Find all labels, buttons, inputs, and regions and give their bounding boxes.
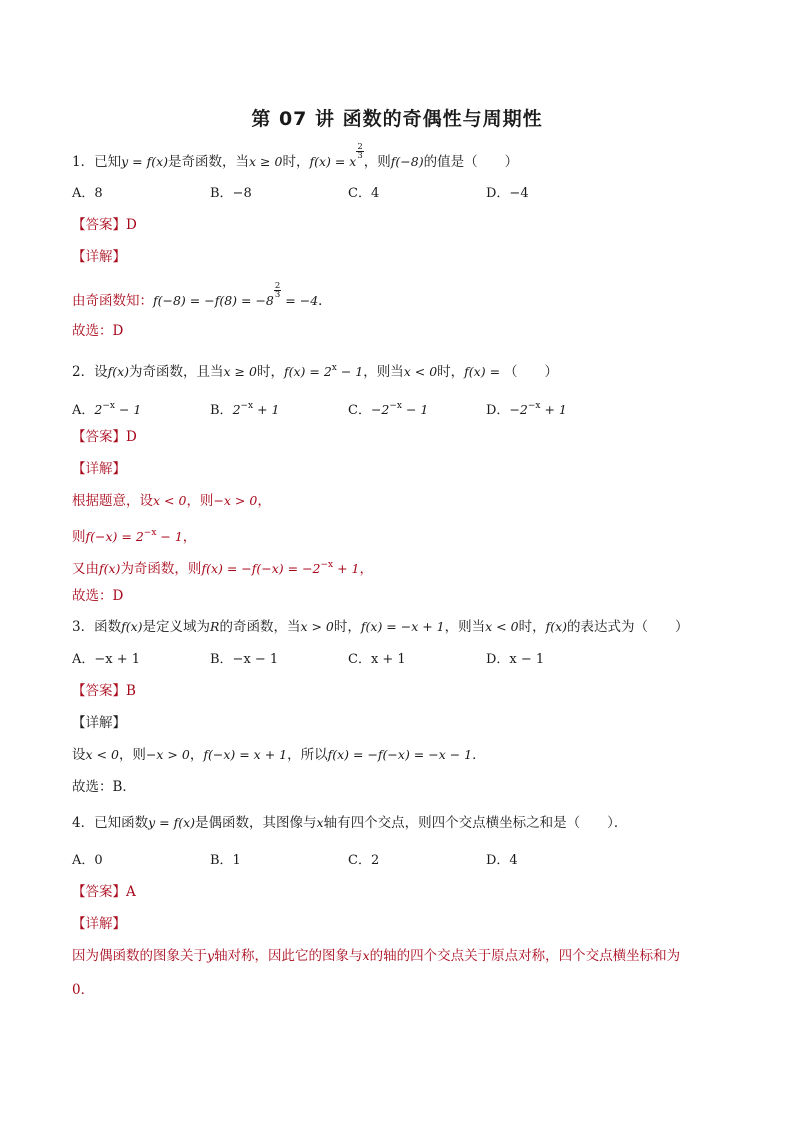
math-expression: y = f(x) [121, 154, 169, 169]
math-superscript: x [331, 363, 337, 373]
solution-text: ，则 [118, 747, 146, 763]
option-b: B．−x − 1 [210, 652, 279, 667]
math-base: f(x) = −f(−x) = −2 [201, 561, 321, 576]
math-superscript: −x [143, 528, 157, 538]
math-base: −2 [370, 402, 390, 417]
math-expression [371, 402, 428, 417]
solution-line [72, 745, 486, 765]
detail-label: 【详解】 [72, 461, 126, 477]
solution-line [72, 555, 373, 579]
option-c: C．4 [348, 186, 380, 201]
choice-line: 故选：B． [72, 779, 136, 795]
question-3 [72, 617, 689, 637]
math-base: f(x) = x [309, 154, 357, 169]
solution-text: 根据题意，设 [72, 493, 153, 509]
math-expression [153, 281, 319, 308]
question-text: 轴有四个交点，则四个交点横坐标之和是（ ）． [323, 815, 628, 831]
question-text: ，则 [363, 154, 391, 170]
solution-text: ， [257, 493, 271, 509]
question-text: 设 [94, 364, 108, 380]
math-expression [233, 402, 280, 417]
math-expression: x < 0 [85, 747, 119, 762]
math-tail: − 1 [402, 402, 429, 417]
math-superscript: −x [320, 560, 334, 570]
math-tail: − 1 [156, 529, 183, 544]
math-expression [94, 402, 141, 417]
math-tail: + 1 [253, 402, 280, 417]
math-expression: f(x) = −x + 1 [360, 619, 445, 634]
solution-text: ， [359, 561, 374, 577]
fraction-numerator: 2 [357, 142, 363, 152]
question-text: 的表达式为（ ） [567, 619, 689, 635]
answer-label: 【答案】B [72, 683, 136, 699]
choice-line: 故选：D [72, 588, 124, 604]
option-a [72, 396, 141, 421]
math-expression: −x > 0 [213, 493, 258, 508]
solution-text: ． [318, 293, 332, 309]
math-base: 2 [94, 402, 103, 417]
question-text: 时， [437, 364, 465, 380]
math-expression: f(x) [107, 364, 130, 379]
solution-line: 0． [72, 982, 95, 998]
math-superscript: −x [527, 401, 541, 411]
question-text: 已知 [94, 154, 122, 170]
option-a: A．8 [72, 186, 103, 201]
question-text: 为奇函数，且当 [129, 364, 224, 380]
option-c: C．2 [348, 853, 380, 868]
math-superscript: −x [102, 401, 115, 411]
detail-label: 【详解】 [72, 916, 126, 932]
page-title: 第 07 讲 函数的奇偶性与周期性 [251, 108, 543, 130]
math-base: −2 [509, 402, 528, 417]
math-tail: + 1 [540, 402, 567, 417]
solution-text: 则 [72, 529, 86, 545]
math-expression: x [362, 948, 370, 963]
math-superscript: −x [389, 401, 403, 411]
math-expression: f(−x) = x + 1 [203, 747, 288, 762]
solution-text: ， [182, 529, 197, 545]
option-a: A．−x + 1 [72, 652, 141, 667]
math-expression: y = f(x) [148, 815, 196, 830]
option-label: D． [486, 403, 510, 418]
question-number: 4． [72, 815, 95, 831]
detail-label: 【详解】 [72, 249, 126, 265]
detail-label: 【详解】 [72, 715, 126, 731]
option-b: B．1 [210, 853, 241, 868]
question-number: 3． [72, 619, 95, 635]
question-text: 时， [518, 619, 546, 635]
question-number: 1． [72, 154, 95, 170]
question-text: 已知函数 [94, 815, 149, 831]
question-2 [72, 358, 558, 382]
question-number: 2． [72, 364, 95, 380]
option-c: C．x + 1 [348, 652, 406, 667]
question-text: 是奇函数，当 [168, 154, 250, 170]
fraction-exponent [356, 143, 363, 160]
solution-line [72, 491, 271, 511]
question-text: （ ） [504, 364, 559, 380]
solution-text: 又由 [72, 561, 99, 577]
solution-text: 的轴的四个交点关于原点对称，四个交点横坐标和为 [369, 948, 681, 964]
math-expression: x ≥ 0 [223, 364, 257, 379]
choice-line: 故选：D [72, 323, 124, 339]
question-text: ，则当 [444, 619, 486, 635]
option-d [486, 396, 567, 421]
math-expression: f(x) [99, 561, 121, 576]
question-text: 时， [256, 364, 284, 380]
math-expression: f(x) [545, 619, 568, 634]
fraction-numerator: 2 [274, 281, 281, 291]
question-text: 时， [333, 619, 361, 635]
question-text: 时， [282, 154, 310, 170]
option-d: D．4 [486, 853, 518, 868]
math-expression [509, 402, 566, 417]
math-expression [284, 364, 363, 379]
math-expression [86, 529, 183, 544]
math-expression [309, 142, 363, 169]
math-expression: y [207, 948, 215, 963]
fraction-denominator: 3 [357, 151, 363, 161]
question-4 [72, 813, 627, 833]
answer-label: 【答案】D [72, 429, 137, 445]
solution-line [72, 946, 680, 966]
question-text: 函数 [94, 619, 122, 635]
question-text: 是定义域为 [142, 619, 211, 635]
solution-text: ，则 [186, 493, 214, 509]
math-expression: x < 0 [403, 364, 438, 379]
math-expression: x < 0 [153, 493, 187, 508]
fraction-denominator: 3 [274, 290, 281, 300]
math-expression: f(x) [121, 619, 143, 634]
math-expression: R [210, 619, 220, 634]
solution-text: 由奇函数知： [72, 293, 153, 309]
solution-line [72, 282, 332, 311]
question-1 [72, 143, 518, 172]
math-expression: f(x) = [464, 364, 505, 379]
solution-text: ， [189, 747, 204, 763]
option-a: A．0 [72, 853, 103, 868]
question-text: 的值是（ ） [423, 154, 519, 170]
math-expression: f(−8) [390, 154, 424, 169]
math-tail: + 1 [333, 561, 360, 576]
option-c [348, 396, 428, 421]
solution-text: ，所以 [287, 747, 328, 763]
option-d: D．x − 1 [486, 652, 545, 667]
answer-label: 【答案】D [72, 217, 137, 233]
question-text: 是偶函数，其图像与 [195, 815, 317, 831]
math-base: f(−8) = −f(8) = −8 [153, 293, 274, 308]
option-label: B． [210, 403, 233, 418]
math-superscript: −x [240, 401, 254, 411]
math-expression: f(x) = −f(−x) = −x − 1 [327, 747, 473, 762]
solution-line [72, 523, 196, 547]
math-tail: − 1 [114, 402, 142, 417]
solution-text: 为奇函数，则 [120, 561, 202, 577]
solution-text: ． [472, 747, 486, 763]
math-base: f(x) = 2 [283, 364, 332, 379]
math-expression: x > 0 [300, 619, 334, 634]
option-label: C． [348, 403, 371, 418]
option-d: D．−4 [486, 186, 529, 201]
math-base: f(−x) = 2 [85, 529, 144, 544]
answer-label: 【答案】A [72, 884, 136, 900]
option-b [210, 396, 280, 421]
math-base: 2 [232, 402, 241, 417]
question-text: ，则当 [363, 364, 404, 380]
math-expression [201, 561, 359, 576]
solution-text: 设 [72, 747, 86, 763]
math-tail: = −4 [281, 293, 319, 308]
solution-text: 轴对称，因此它的图象与 [214, 948, 363, 964]
option-b: B．−8 [210, 186, 252, 201]
math-expression: x < 0 [485, 619, 519, 634]
option-label: A． [72, 403, 95, 418]
math-expression: x [316, 815, 324, 830]
math-tail: − 1 [336, 364, 364, 379]
question-text: 的奇函数，当 [219, 619, 301, 635]
math-expression: x ≥ 0 [249, 154, 283, 169]
solution-text: 因为偶函数的图象关于 [72, 948, 207, 964]
math-expression: −x > 0 [145, 747, 190, 762]
